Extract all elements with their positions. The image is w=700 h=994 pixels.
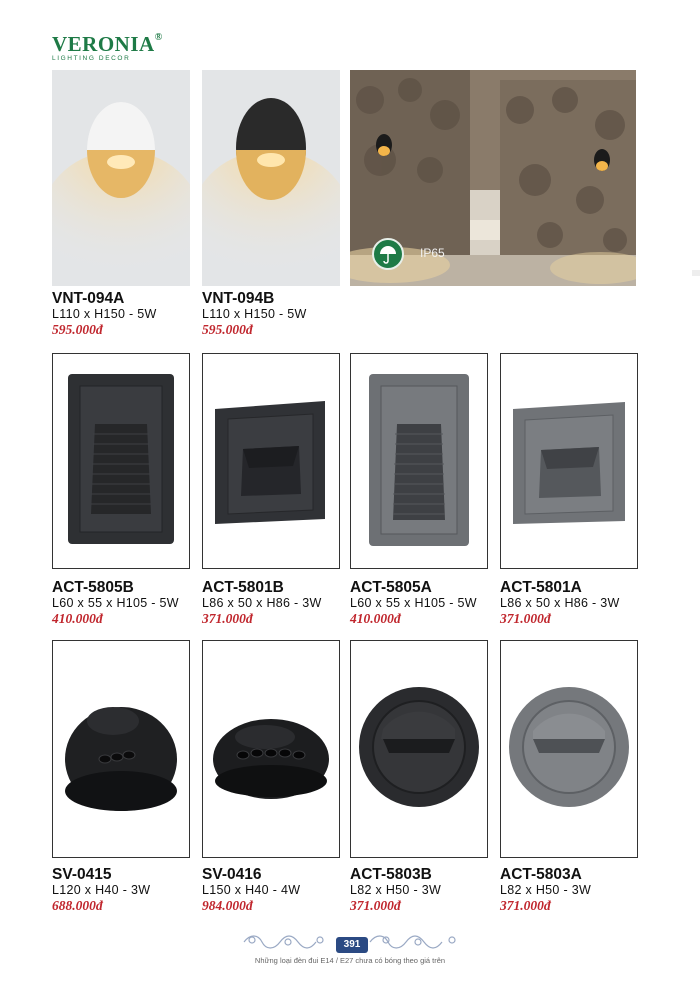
product-caption	[52, 290, 157, 338]
product-code: VNT-094A	[52, 290, 125, 307]
product-image-act-5803b	[350, 640, 488, 858]
product-image-act-5801a	[500, 353, 638, 569]
product-spec: L110 x H150 - 5W	[52, 307, 157, 321]
round-step-light-dark-image	[351, 641, 487, 857]
product-image-act-5805a	[350, 353, 488, 569]
product-spec: L82 x H50 - 3W	[350, 883, 442, 897]
product-image-act-5801b	[202, 353, 340, 569]
product-price: 410.000đ	[52, 611, 103, 626]
product-caption	[500, 579, 620, 627]
installation-photo	[350, 70, 636, 286]
product-code: ACT-5805B	[52, 579, 134, 596]
product-image-vnt-094b	[202, 70, 340, 286]
product-code: ACT-5803A	[500, 866, 582, 883]
brand-tagline: LIGHTING DECOR	[52, 55, 131, 62]
product-code: VNT-094B	[202, 290, 275, 307]
product-caption	[202, 866, 300, 914]
product-code: ACT-5801A	[500, 579, 582, 596]
product-spec: L60 x 55 x H105 - 5W	[52, 596, 179, 610]
page-number: 391	[336, 937, 368, 953]
brand-name: VERONIA®	[52, 32, 163, 56]
product-spec: L120 x H40 - 3W	[52, 883, 151, 897]
dome-floor-light-image	[53, 641, 189, 857]
product-spec: L60 x 55 x H105 - 5W	[350, 596, 477, 610]
product-price: 595.000đ	[52, 322, 103, 337]
product-caption	[350, 866, 441, 914]
product-caption	[350, 579, 477, 627]
product-caption	[202, 579, 322, 627]
round-step-light-grey-image	[501, 641, 637, 857]
product-price: 595.000đ	[202, 322, 253, 337]
product-price: 371.000đ	[350, 898, 401, 913]
product-spec: L82 x H50 - 3W	[500, 883, 592, 897]
recessed-step-light-grey-image	[351, 354, 487, 568]
product-image-vnt-094a	[52, 70, 190, 286]
product-caption	[500, 866, 591, 914]
product-code: SV-0416	[202, 866, 262, 883]
product-code: SV-0415	[52, 866, 112, 883]
product-price: 410.000đ	[350, 611, 401, 626]
ip-rating-label: IP65	[420, 246, 445, 260]
page-edge-mark	[692, 270, 700, 276]
product-caption	[52, 579, 179, 627]
registered-mark: ®	[154, 32, 163, 43]
product-spec: L86 x 50 x H86 - 3W	[500, 596, 620, 610]
product-price: 688.000đ	[52, 898, 103, 913]
recessed-step-light-dark-image	[53, 354, 189, 568]
square-step-light-grey-image	[501, 354, 637, 568]
product-price: 984.000đ	[202, 898, 253, 913]
product-spec: L110 x H150 - 5W	[202, 307, 307, 321]
square-step-light-dark-image	[203, 354, 339, 568]
wall-light-black-image	[202, 70, 340, 286]
product-image-sv-0416	[202, 640, 340, 858]
product-spec: L150 x H40 - 4W	[202, 883, 301, 897]
product-image-act-5805b	[52, 353, 190, 569]
product-caption	[202, 290, 307, 338]
wall-light-white-image	[52, 70, 190, 286]
umbrella-icon	[372, 238, 404, 270]
product-code: ACT-5801B	[202, 579, 284, 596]
product-price: 371.000đ	[202, 611, 253, 626]
brand-logo	[52, 32, 163, 62]
product-image-sv-0415	[52, 640, 190, 858]
oval-floor-light-image	[203, 641, 339, 857]
product-code: ACT-5805A	[350, 579, 432, 596]
product-image-act-5803a	[500, 640, 638, 858]
product-price: 371.000đ	[500, 611, 551, 626]
product-price: 371.000đ	[500, 898, 551, 913]
product-spec: L86 x 50 x H86 - 3W	[202, 596, 322, 610]
product-code: ACT-5803B	[350, 866, 432, 883]
product-caption	[52, 866, 150, 914]
footer-note: Những loại đèn đui E14 / E27 chưa có bóng theo giá trên	[254, 956, 446, 965]
